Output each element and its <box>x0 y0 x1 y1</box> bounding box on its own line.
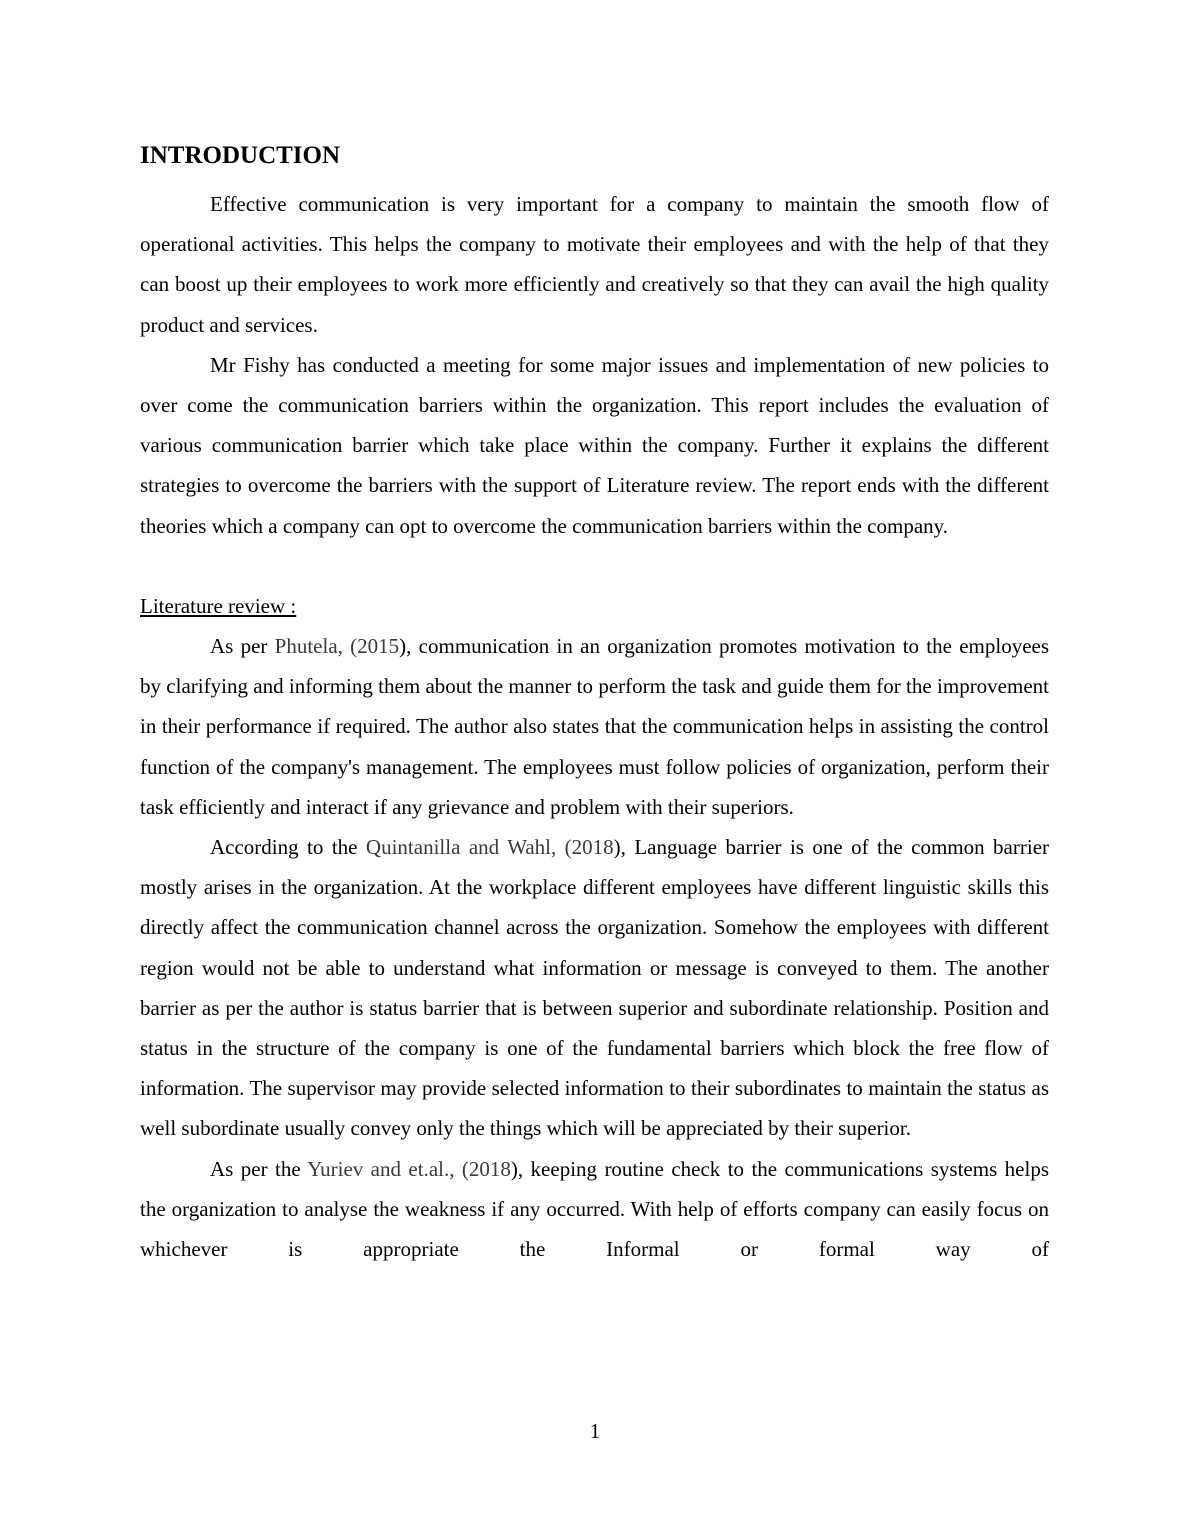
document-page <box>140 138 1049 1269</box>
introduction-heading: INTRODUCTION <box>140 142 341 169</box>
introduction-paragraph-2: Mr Fishy has conducted a meeting for some major issues and implementation of new policies to over come the communication barriers within the organization. This report includes the evaluation of various communication barrier which take place within the company. Further it explains the different strategies to overcome the barriers with the support of Literature review. The report ends with the different theories which a company can opt to overcome the communication barriers within the company. <box>140 352 1049 538</box>
citation-quintanilla-wahl: Quintanilla and Wahl, (2018 <box>365 835 614 860</box>
literature-paragraph-1 <box>140 626 1049 827</box>
citation-yuriev: Yuriev and et.al., (2018 <box>307 1156 511 1181</box>
literature-paragraph-2 <box>140 827 1049 1149</box>
paragraph-text: According to the <box>210 835 366 860</box>
paragraph-text: ), keeping routine check to the communications systems helps the organization to analyse the weakness if any occurred. With help of efforts company can easily focus on whichever is appropriate the Informal or formal way of <box>140 1156 1049 1262</box>
paragraph-text: ), Language barrier is one of the common barrier mostly arises in the organization. At the workplace different employees have different linguistic skills this directly affect the communication channel across the organization. Somehow the employees with different region would not be able to understand what information or message is conveyed to them. The another barrier as per the author is status barrier that is between superior and subordinate relationship. Position and status in the structure of the company is one of the fundamental barriers which block the free flow of information. The supervisor may provide selected information to their subordinates to maintain the status as well subordinate usually convey only the things which will be appreciated by their superior. <box>140 835 1050 1141</box>
literature-paragraph-3 <box>140 1149 1049 1270</box>
citation-phutela: Phutela, (2015 <box>274 634 400 659</box>
paragraph-text: As per the <box>210 1156 308 1181</box>
introduction-paragraph-1: Effective communication is very important for a company to maintain the smooth flow of operational activities. This helps the company to motivate their employees and with the help of that they can boost up their employees to work more efficiently and creatively so that they can avail the high quality product and services. <box>140 192 1049 337</box>
paragraph-text: As per <box>210 634 275 659</box>
paragraph-text: ), communication in an organization promotes motivation to the employees by clarifying and informing them about the manner to perform the task and guide them for the improvement in their performance if required. The author also states that the communication helps in assisting the control function of the company's management. The employees must follow policies of organization, perform their task efficiently and interact if any grievance and problem with their superiors. <box>140 634 1050 819</box>
literature-review-heading: Literature review : <box>140 593 297 618</box>
page-number: 1 <box>589 1419 601 1443</box>
